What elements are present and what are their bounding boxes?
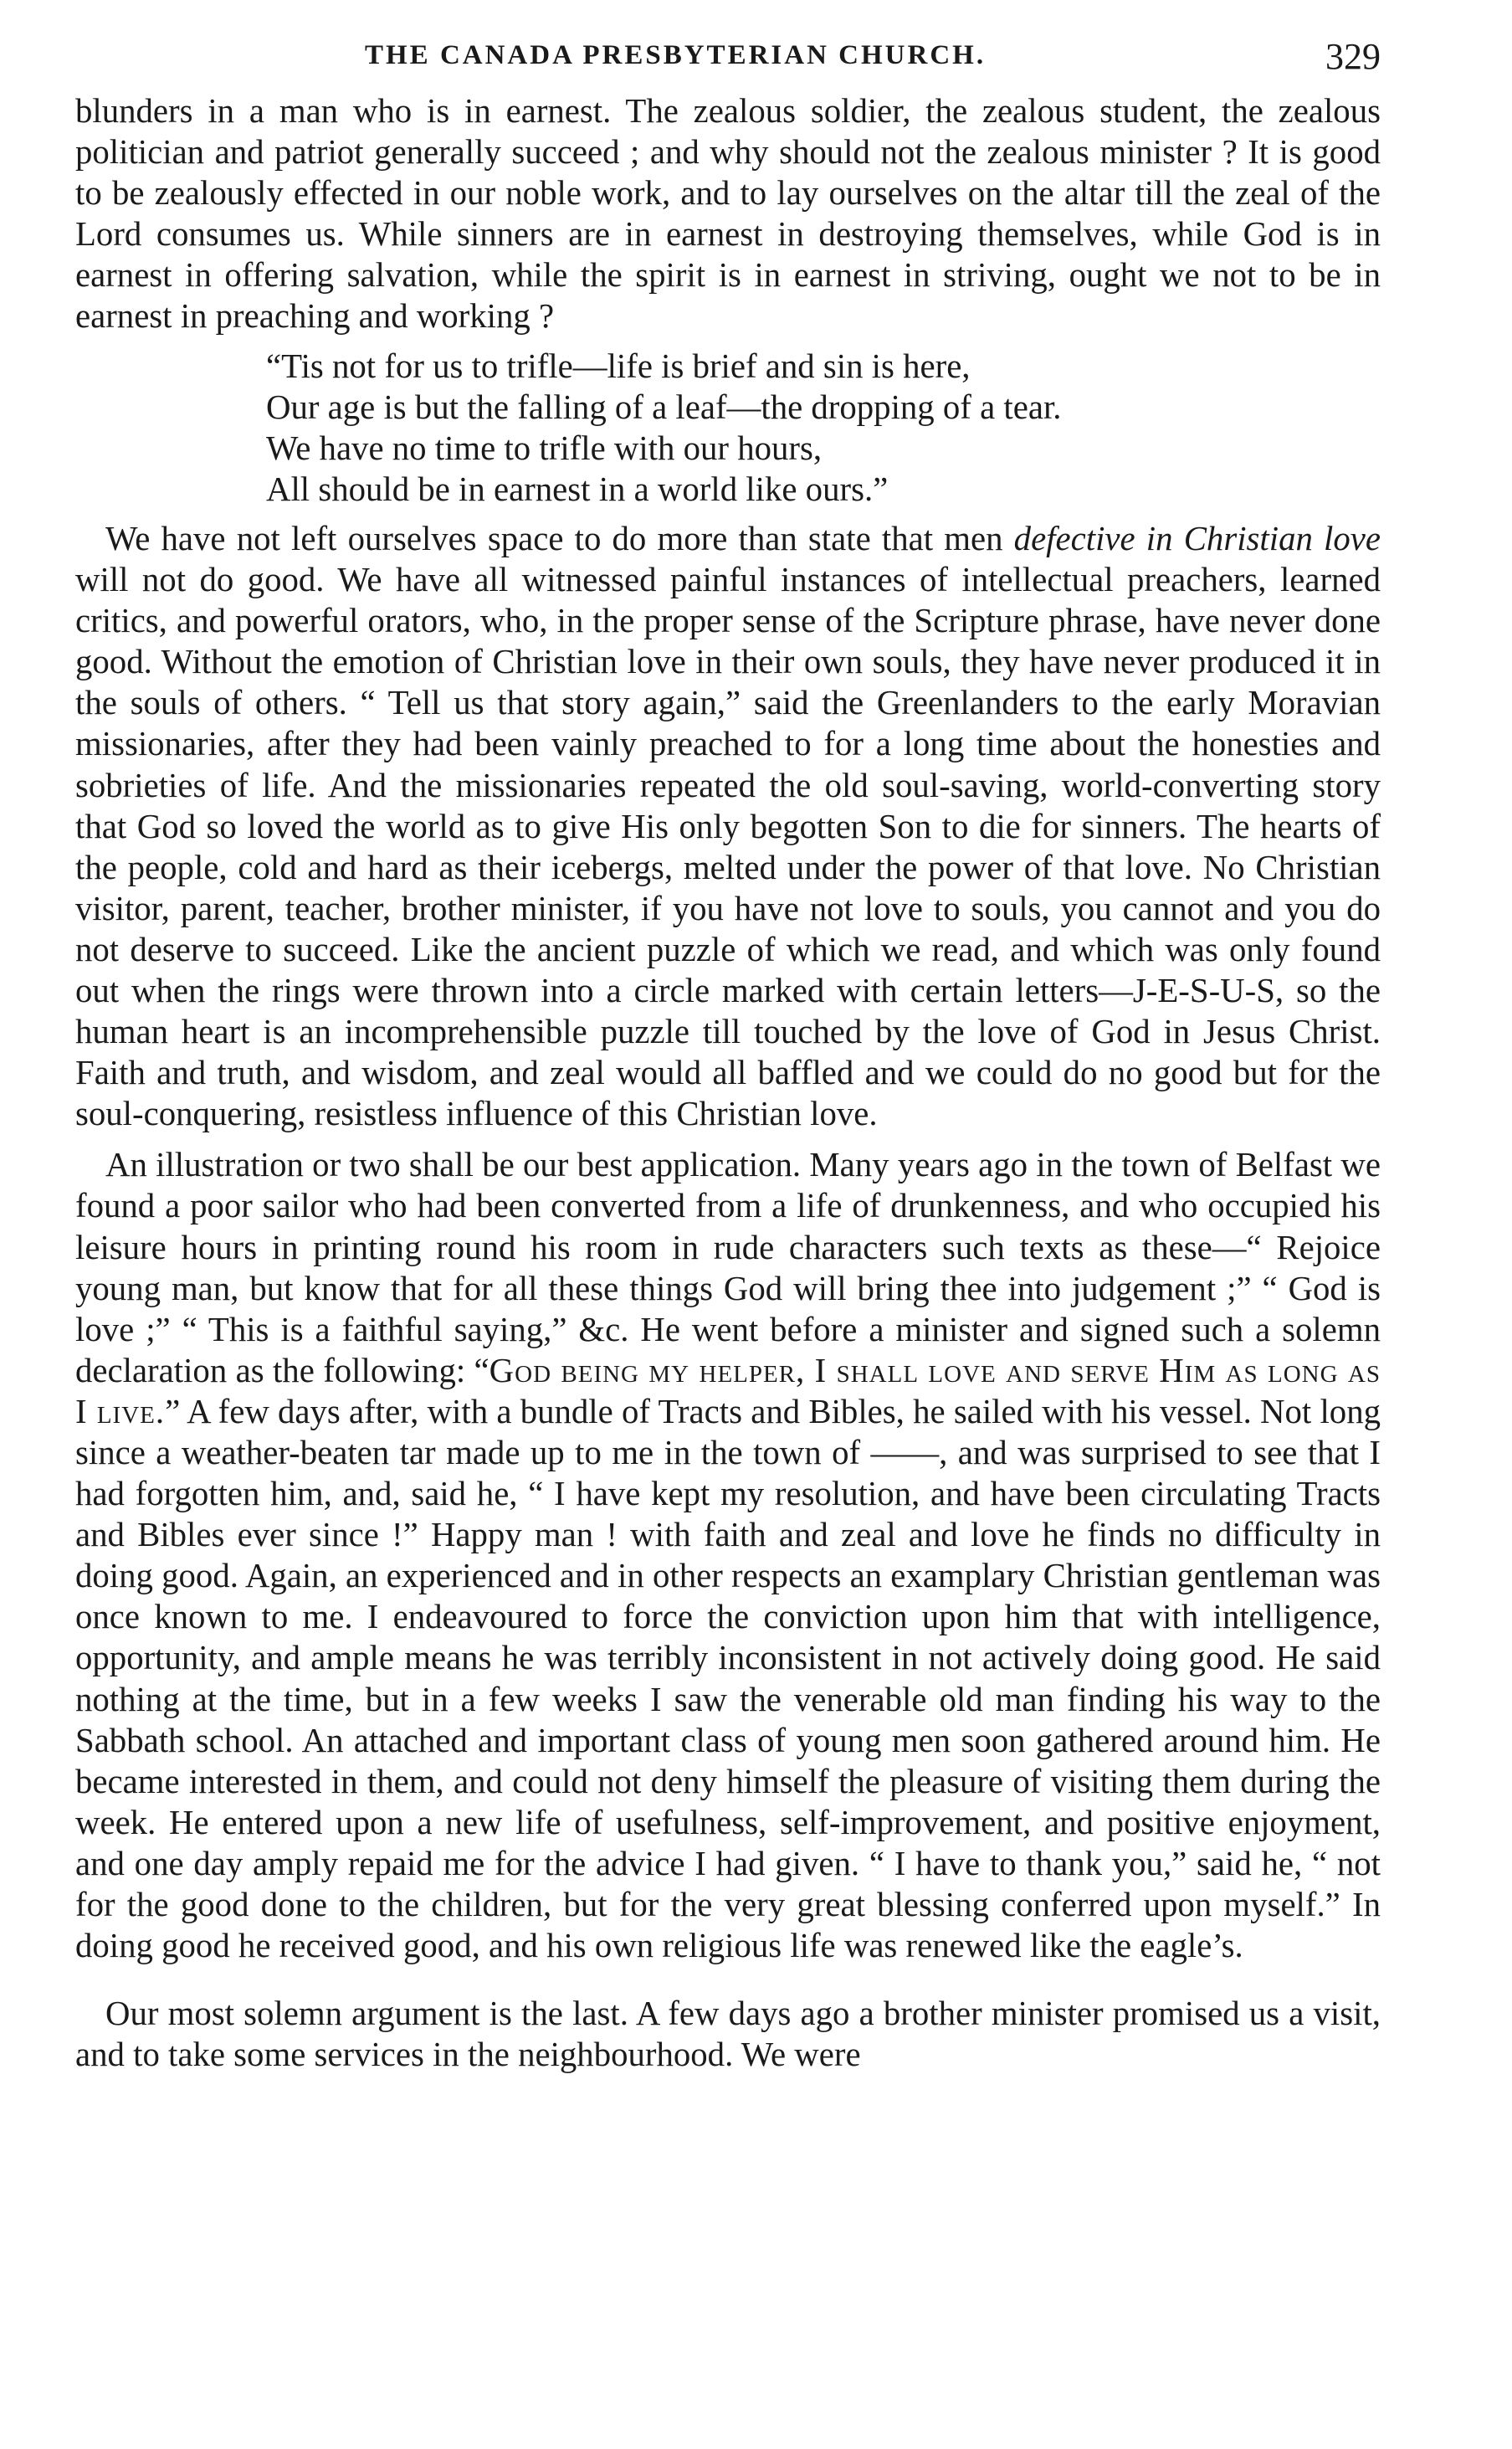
verse-line-2: Our age is but the falling of a leaf—the dropping of a tear. bbox=[266, 388, 1062, 426]
paragraph-christian-love bbox=[75, 518, 1381, 1134]
page-number: 329 bbox=[1325, 36, 1381, 77]
paragraph-christian-love-rest: will not do good. We have all witnessed painful instances of intellectual preachers, learned critics, and powerful orators, who, in the proper sense of the Scripture phrase, have never done good. Without the emotion of Christian love in their own souls, they have never produced it in the souls of others. “ Tell us that story again,” said the Greenlanders to the early Moravian missionaries, after they had been vainly preached to for a long time about the honesties and sobrieties of life. And the missionaries repeated the old soul-saving, world-converting story that God so loved the world as to give His only begotten Son to die for sinners. The hearts of the people, cold and hard as their icebergs, melted under the power of that love. No Christian visitor, parent, teacher, brother minister, if you have not love to souls, you cannot and you do not deserve to succeed. Like the ancient puzzle of which we read, and which was only found out when the rings were thrown into a circle marked with certain letters—J-E-S-U-S, so the human heart is an incomprehensible puzzle till touched by the love of God in Jesus Christ. Faith and truth, and wisdom, and zeal would all baffled and we could do no good but for the soul-conquering, resistless influence of this Christian love. bbox=[75, 561, 1381, 1133]
paragraph-gap bbox=[75, 1134, 1381, 1144]
declaration-small-caps: God being my helper, I shall love and serve Him as long as I live. bbox=[75, 1351, 1381, 1430]
verse-quotation bbox=[266, 337, 1381, 518]
paragraph-illustration-part-1: An illustration or two shall be our best application. Many years ago in the town of Belfast we found a poor sailor who had been converted from a life of drunkenness, and who occupied his leisure hours in printing round his room in rude characters such texts as these—“ Rejoice young man, but know that for all these things God will bring thee into judgement ;” “ God is love ;” “ This is a faithful saying,” &c. He went before a minister and signed such a solemn declaration as the following: “ bbox=[75, 1146, 1381, 1389]
paragraph-solemn-argument: Our most solemn argument is the last. A few days ago a brother minister promised us a visit, and to take some services in the neighbourhood. We were bbox=[75, 1995, 1381, 2074]
page-header bbox=[75, 36, 1381, 90]
body-text bbox=[75, 90, 1381, 2075]
paragraph-christian-love-intro: We have not left ourselves space to do more than state that men bbox=[105, 519, 1003, 557]
verse-line-4: All should be in earnest in a world like ours.” bbox=[266, 470, 889, 508]
paragraph-illustration-part-2: ” A few days after, with a bundle of Tracts and Bibles, he sailed with his vessel. Not long since a weather-beaten tar made up to me in the town of ——, and was surprised to see that I had forgotten him, and, said he, “ I have kept my resolution, and have been circulating Tracts and Bibles ever since !” Happy man ! with faith and zeal and love he finds no difficulty in doing good. Again, an experienced and in other respects an examplary Christian gentleman was once known to me. I endeavoured to force the conviction upon him that with intelligence, opportunity, and ample means he was terribly inconsistent in not actively doing good. He said nothing at the time, but in a few weeks I saw the venerable old man finding his way to the Sabbath school. An attached and important class of young men soon gathered around him. He became interested in them, and could not deny himself the pleasure of visiting them during the week. He entered upon a new life of usefulness, self-improvement, and positive enjoyment, and one day amply repaid me for the advice I had given. “ I have to thank you,” said he, “ not for the good done to the children, but for the very great blessing conferred upon myself.” In doing good he received good, and his own religious life was renewed like the eagle’s. bbox=[75, 1392, 1381, 1965]
verse-line-1: “Tis not for us to trifle—life is brief and sin is here, bbox=[266, 347, 971, 385]
running-title: THE CANADA PRESBYTERIAN CHURCH. bbox=[365, 40, 987, 70]
paragraph-continued: blunders in a man who is in earnest. The zealous soldier, the zealous student, the zealous politician and patriot generally succeed ; and why should not the zealous minister ? It is good to be zealously effected in our noble work, and to lay ourselves on the altar till the zeal of the Lord consumes us. While sinners are in earnest in destroying themselves, while God is in earnest in offering salvation, while the spirit is in earnest in striving, ought we not to be in earnest in preaching and working ? bbox=[75, 92, 1381, 336]
paragraph-gap bbox=[75, 1966, 1381, 1993]
verse-line-3: We have no time to trifle with our hours, bbox=[266, 429, 823, 467]
emphasis-defective-in-christian-love: defective in Christian love bbox=[1013, 519, 1381, 557]
paragraph-illustration bbox=[75, 1144, 1381, 1966]
